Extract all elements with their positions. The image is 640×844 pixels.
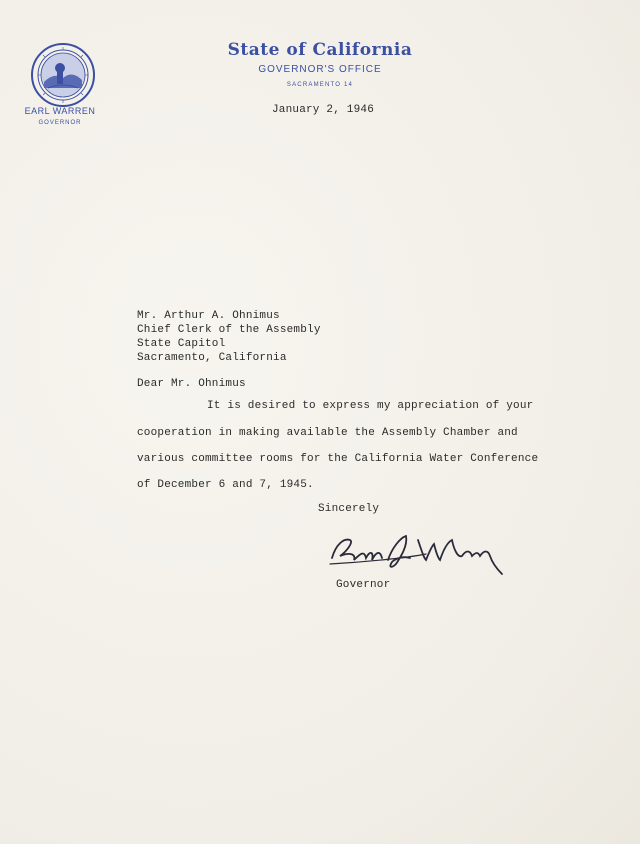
state-seal-icon bbox=[30, 42, 96, 108]
recipient-city: Sacramento, California bbox=[137, 352, 287, 364]
body-line: various committee rooms for the California Water Conference bbox=[137, 453, 539, 465]
body-line: cooperation in making available the Assembly Chamber and bbox=[137, 427, 518, 439]
body-line: of December 6 and 7, 1945. bbox=[137, 479, 314, 491]
body-line: It is desired to express my appreciation of your bbox=[207, 400, 534, 412]
recipient-building: State Capitol bbox=[137, 338, 226, 350]
letterhead-governor-name: EARL WARREN bbox=[24, 106, 96, 116]
letterhead-city: SACRAMENTO 14 bbox=[286, 82, 354, 88]
recipient-title: Chief Clerk of the Assembly bbox=[137, 324, 321, 336]
signature bbox=[326, 524, 510, 580]
letter-date: January 2, 1946 bbox=[272, 104, 375, 116]
recipient-name: Mr. Arthur A. Ohnimus bbox=[137, 310, 280, 322]
letterhead-state: State of California bbox=[227, 40, 413, 60]
closing: Sincerely bbox=[318, 503, 380, 515]
salutation: Dear Mr. Ohnimus bbox=[137, 378, 246, 390]
signer-title: Governor bbox=[336, 579, 391, 591]
letterhead-governor-title: GOVERNOR bbox=[38, 120, 82, 126]
letterhead-office: GOVERNOR'S OFFICE bbox=[258, 64, 382, 75]
